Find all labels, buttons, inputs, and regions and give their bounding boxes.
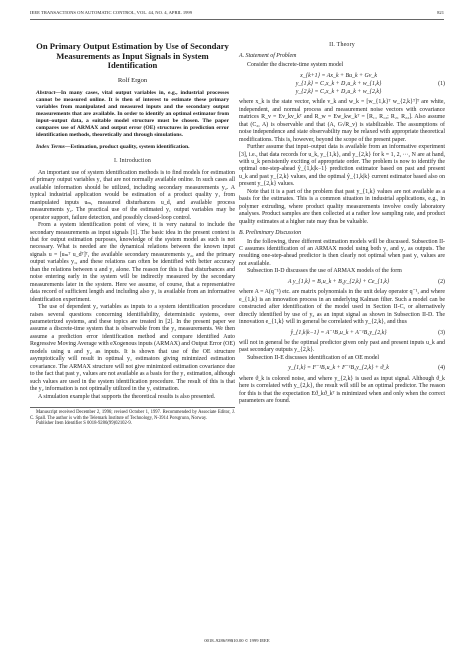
section-heading-theory: II. Theory <box>329 42 355 48</box>
subsection-heading-a: A. Statement of Problem <box>239 53 297 60</box>
equation-1-line: y_{1,k} = C₁x_k + D₁u_k + w_{1,k} <box>295 81 382 88</box>
right-column <box>239 40 445 406</box>
equation-1-line: y_{2,k} = C₂x_k + D₂u_k + w_{2,k} <box>295 89 382 96</box>
equation-1 <box>239 72 445 96</box>
equation-3-number: (3) <box>438 329 445 336</box>
theory-paragraph-b5: Subsection II-E discusses identification of an OE model <box>247 354 380 361</box>
abstract-label: Abstract— <box>36 90 61 97</box>
equation-2-number: (2) <box>438 278 445 285</box>
paper-author: Rolf Ergon <box>117 76 148 84</box>
index-terms-text: Estimation, product quality, system identification. <box>70 143 190 150</box>
equation-2 <box>239 279 445 286</box>
equation-1-line: x_{k+1} = Ax_k + Bu_k + Gv_k <box>300 73 377 80</box>
section-heading-introduction: I. Introduction <box>113 158 152 165</box>
footnote-publisher-id: Publisher Item Identifier S 0018-9286(99)02102-9. <box>36 421 132 427</box>
intro-paragraph-3: The use of dependent y₂ variables as inputs to a system identification procedure raises several questions concerning identifiability, deterministic systems, over parameterized systems, and these topics are treated in [2]. In the present paper we assume a discrete-time system that is observable from the y₂ measurements. We then assume a prediction error identification method and compare identified Auto Regressive Moving Average with eXogenous inputs (ARMAX) and Output Error (OE) models using u and y₂ as inputs. It is shown that use of the OE structure asymptotically will result in optimal y₁ estimators giving minimized estimation covariance. The ARMAX structure will not give minimized estimation covariance due to the fact that past y₁ values are not available as a basis for the y₁ estimation, although such values are used in the system identification procedure. The result of this is that the y₂ information is not optimally utilized in the y₁ estimation. <box>30 304 235 393</box>
index-terms <box>36 144 229 151</box>
intro-paragraph-2: From a system identification point of view, it is very natural to include the secondary measurements as input signals [1]. The basic idea in the present context is that for output estimation purposes, knowledge of the system model as such is not necessary. What is needed are the dynamical relations between the known input signals u = [uₘᵀ u_dᵀ]ᵀ, the available secondary measurements y₂, and the primary output variables y₁, and these relations can often be identified with better accuracy than the relations between u and y₁ alone. The reason for this is that disturbances and noise entering early in the system will be indirectly measured by the secondary measurements later in the system. Here we assume, of course, that a representative data record of sufficient length and including also y₁ is available from an informative identification experiment. <box>30 222 235 303</box>
equation-4-body: y_{1,k} = F⁻¹B₁u_k + F⁻¹B₂y_{2,k} + ϑ_k <box>288 365 389 372</box>
intro-paragraph-1: An important use of system identification methods is to find models for estimation of primary output variables y₁ that are not normally available online. In such cases all available information should be utilized, including secondary measurements y₂. A typical industrial application would be estimation of a product quality y₁ from manipulated inputs uₘ, measured disturbances u_d, and available process measurements y₂. The practical use of the estimated y₁ output variables may be operator support, failure detection, and possibly closed-loop control. <box>30 169 235 221</box>
index-terms-label: Index Terms— <box>36 143 71 150</box>
equation-2-body: A y_{1,k} = B₁u_k + B₂y_{2,k} + Ce_{1,k} <box>287 278 390 285</box>
theory-paragraph-b4: will not in general be the optimal predictor given only past and present inputs u_k and past secondary outputs y_{2,k}. <box>239 339 445 354</box>
theory-paragraph-a2: Further assume that input–output data is available from an informative experiment [3], i.e., that data records for u_k, y_{1,k}, and y_{2,k} for k = 1, 2, ···, N are at hand, with u_k persistently exciting of appropriate order. The problem is now to identify the optimal one-step-ahead ŷ_{1,k|k−1} prediction estimator based on past and present u_k and past y_{2,k} values, and the optimal ŷ_{1,k|k} current estimator based also on present y_{2,k} values. <box>239 144 445 188</box>
equation-1-lines <box>239 72 438 96</box>
copyright-footer: 0018–9286/99$10.00 © 1999 IEEE <box>204 638 270 643</box>
abstract-text: In many cases, vital output variables in, e.g., industrial processes cannot be measured online. It is then of interest to estimate these primary variables from manipulated and measured inputs and the secondary output measurements that are available. In order to identify an optimal estimator from input–output data, a suitable model structure must be chosen. The paper compares use of ARMAX and output error (OE) structures in prediction error identification methods, theoretically and through simulations. <box>36 90 229 138</box>
footnote-manuscript: Manuscript received December 2, 1996; revised October 1, 1997. Recommended by Associate Editor, J. C. Spall. The author is with the Telemark Institute of Technology, N-3914 Porsgrunn, Norway. <box>30 409 235 421</box>
intro-paragraph-4: A simulation example that supports the theoretical results is also presented. <box>38 393 216 400</box>
equation-3 <box>239 330 445 337</box>
theory-intro: Consider the discrete-time system model <box>247 61 344 68</box>
left-column <box>30 40 235 427</box>
subsection-heading-b: B. Preliminary Discussion <box>239 230 302 237</box>
theory-paragraph-b3: where A = A(q⁻¹) etc. are matrix polynomials in the unit delay operator q⁻¹, and where e_{1,k} is an innovation process in an underlying Kalman filter. Such a model can be constructed after identification of the model used in Section II-C, or alternatively directly identified by use of y₂ as an input signal as shown in Subsection II-D. The innovation e_{1,k} will in general be correlated with y_{2,k}, and thus <box>239 289 445 326</box>
theory-paragraph-b6: where ϑ_k is colored noise, and where y_{2,k} is used as input signal. Although ϑ_k here is correlated with y_{2,k}, the result will still be an optimal predictor. The reason for this is that the expectation Eϑ_kϑ_kᵀ is minimized when and only when the correct parameters are found. <box>239 375 445 405</box>
running-header <box>30 7 444 20</box>
equation-4 <box>239 365 445 372</box>
theory-paragraph-b1: In the following, three different estimation models will be discussed. Subsection II-C assumes identification of an ARMAX model using both y₁ and y₂ as outputs. The resulting one-step-ahead predictor is then clearly not optimal when past y₁ values are not available. <box>239 238 445 267</box>
footnote <box>30 407 235 427</box>
theory-paragraph-b2: Subsection II-D discusses the use of ARMAX models of the form <box>247 268 402 275</box>
theory-paragraph-a1: where x_k is the state vector, while v_k and w_k = [w_{1,k}ᵀ w_{2,k}ᵀ]ᵀ are white, independent, and normal process and measurement noise vectors with covariance matrices R_v = Ev_kv_kᵀ and R_w = Ew_kw_kᵀ = [R₁₁ R₁₂; R₂₁ R₂₂]. Also assume that (C₂, A) is observable and that (A, G√R_v) is stabilizable. The assumptions of noise independence and state observability may be relaxed with appropriate theoretical modifications. This is, however, beyond the scope of the present paper. <box>239 99 445 143</box>
paper-title: On Primary Output Estimation by Use of Secondary Measurements as Input Signals in System Identification <box>36 41 229 71</box>
abstract <box>36 90 229 138</box>
theory-paragraph-a3: Note that it is a part of the problem that past y_{1,k} values are not available as a basis for the estimates. This is a common situation in industrial applications, e.g., in polymer extruding, where product quality measurements involve costly laboratory analyses. Product samples are then collected at a rather low sampling rate, and product quality estimates at a higher rate may thus be valuable. <box>239 188 445 225</box>
page-number: 821 <box>437 9 444 15</box>
equation-3-body: ŷ_{1,k|k−1} = A⁻¹B₁u_k + A⁻¹B₂y_{2,k} <box>290 329 387 336</box>
journal-citation: IEEE TRANSACTIONS ON AUTOMATIC CONTROL, VOL. 44, NO. 4, APRIL 1999 <box>30 9 193 15</box>
equation-1-number: (1) <box>438 80 445 87</box>
equation-4-number: (4) <box>438 365 445 372</box>
